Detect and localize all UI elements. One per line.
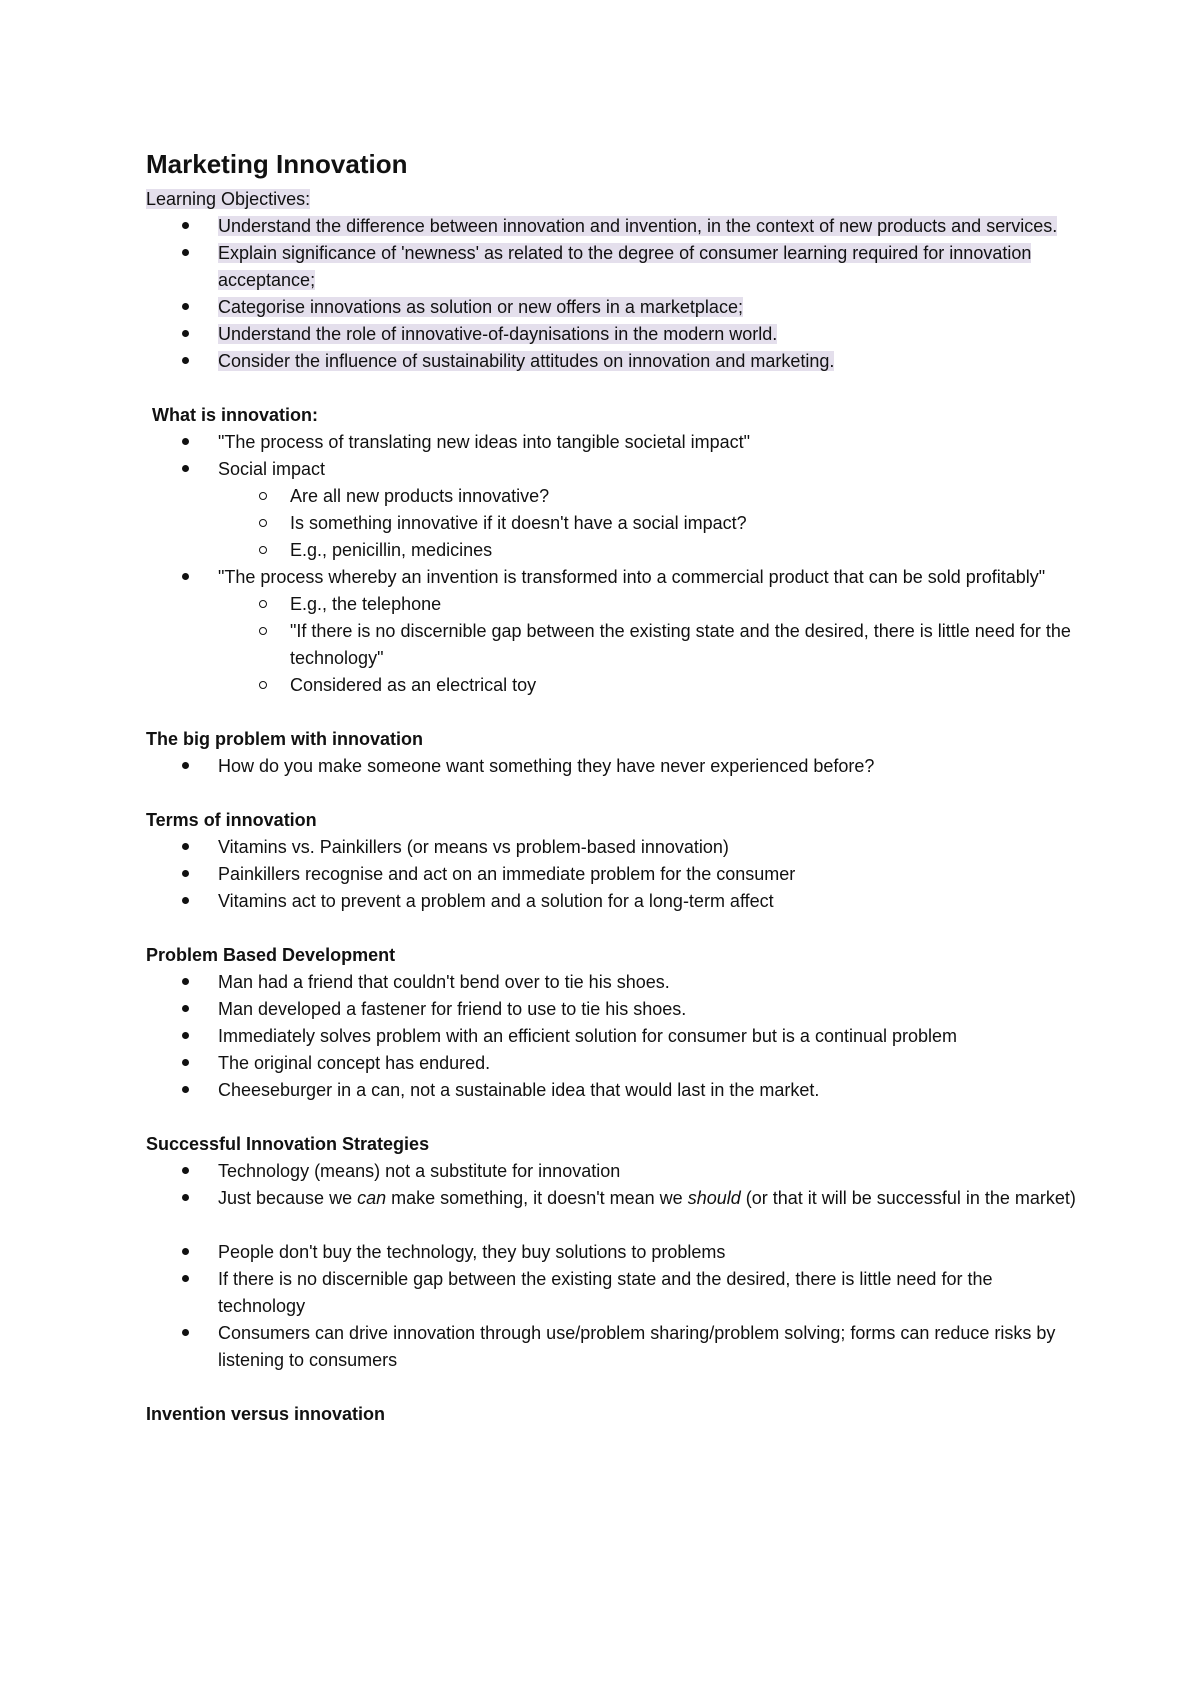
list-item: Cheeseburger in a can, not a sustainable idea that would last in the market. bbox=[218, 1077, 1080, 1104]
list-item: Technology (means) not a substitute for innovation bbox=[218, 1158, 1080, 1185]
learning-objectives-heading: Learning Objectives: bbox=[146, 189, 311, 209]
invention-vs-innovation-section bbox=[146, 1401, 1080, 1428]
sub-list-item: Considered as an electrical toy bbox=[290, 672, 1080, 699]
sub-list-item: E.g., penicillin, medicines bbox=[290, 537, 1080, 564]
list-item: "The process whereby an invention is transformed into a commercial product that can be sold profitably" E.g., the telephone "If there is no discernible gap between the existing state and the desired, there is little need for the technology" Considered as an electrical toy bbox=[218, 564, 1080, 699]
list-item: Vitamins vs. Painkillers (or means vs problem-based innovation) bbox=[218, 834, 1080, 861]
sub-list-item: E.g., the telephone bbox=[290, 591, 1080, 618]
list-item: Understand the role of innovative-of-daynisations in the modern world. bbox=[218, 321, 1080, 348]
sub-list-item: "If there is no discernible gap between the existing state and the desired, there is little need for the technology" bbox=[290, 618, 1080, 672]
section-heading: Terms of innovation bbox=[146, 810, 317, 830]
list-item: People don't buy the technology, they buy solutions to problems bbox=[218, 1239, 1080, 1266]
list-item: If there is no discernible gap between the existing state and the desired, there is little need for the technology bbox=[218, 1266, 1080, 1320]
big-problem-section bbox=[146, 726, 1080, 780]
list-item: The original concept has endured. bbox=[218, 1050, 1080, 1077]
list-item: "The process of translating new ideas into tangible societal impact" bbox=[218, 429, 1080, 456]
sub-list-item: Are all new products innovative? bbox=[290, 483, 1080, 510]
successful-strategies-section bbox=[146, 1131, 1080, 1374]
section-heading: The big problem with innovation bbox=[146, 729, 423, 749]
section-heading: What is innovation: bbox=[152, 405, 318, 425]
what-is-innovation-section bbox=[146, 402, 1080, 699]
list-item: Man had a friend that couldn't bend over to tie his shoes. bbox=[218, 969, 1080, 996]
problem-based-development-section bbox=[146, 942, 1080, 1104]
learning-objectives-section bbox=[146, 186, 1080, 375]
list-item: Consumers can drive innovation through use/problem sharing/problem solving; forms can reduce risks by listening to consumers bbox=[218, 1320, 1080, 1374]
list-item: Painkillers recognise and act on an immediate problem for the consumer bbox=[218, 861, 1080, 888]
list-item: Social impact Are all new products innovative? Is something innovative if it doesn't have a social impact? E.g., penicillin, medicines bbox=[218, 456, 1080, 564]
list-item: Immediately solves problem with an efficient solution for consumer but is a continual problem bbox=[218, 1023, 1080, 1050]
terms-of-innovation-section bbox=[146, 807, 1080, 915]
list-item: How do you make someone want something they have never experienced before? bbox=[218, 753, 1080, 780]
document-title: Marketing Innovation bbox=[146, 149, 408, 179]
list-item: Man developed a fastener for friend to use to tie his shoes. bbox=[218, 996, 1080, 1023]
list-item: Just because we can make something, it doesn't mean we should (or that it will be successful in the market) bbox=[218, 1185, 1080, 1212]
list-item: Vitamins act to prevent a problem and a solution for a long-term affect bbox=[218, 888, 1080, 915]
objectives-list bbox=[146, 213, 1080, 375]
list-item: Explain significance of 'newness' as related to the degree of consumer learning required for innovation acceptance; bbox=[218, 240, 1080, 294]
list-item: Understand the difference between innovation and invention, in the context of new products and services. bbox=[218, 213, 1080, 240]
list-item: Categorise innovations as solution or new offers in a marketplace; bbox=[218, 294, 1080, 321]
section-heading: Successful Innovation Strategies bbox=[146, 1134, 430, 1154]
section-heading: Problem Based Development bbox=[146, 945, 396, 965]
section-heading: Invention versus innovation bbox=[146, 1404, 386, 1424]
list-item: Consider the influence of sustainability attitudes on innovation and marketing. bbox=[218, 348, 1080, 375]
sub-list-item: Is something innovative if it doesn't have a social impact? bbox=[290, 510, 1080, 537]
